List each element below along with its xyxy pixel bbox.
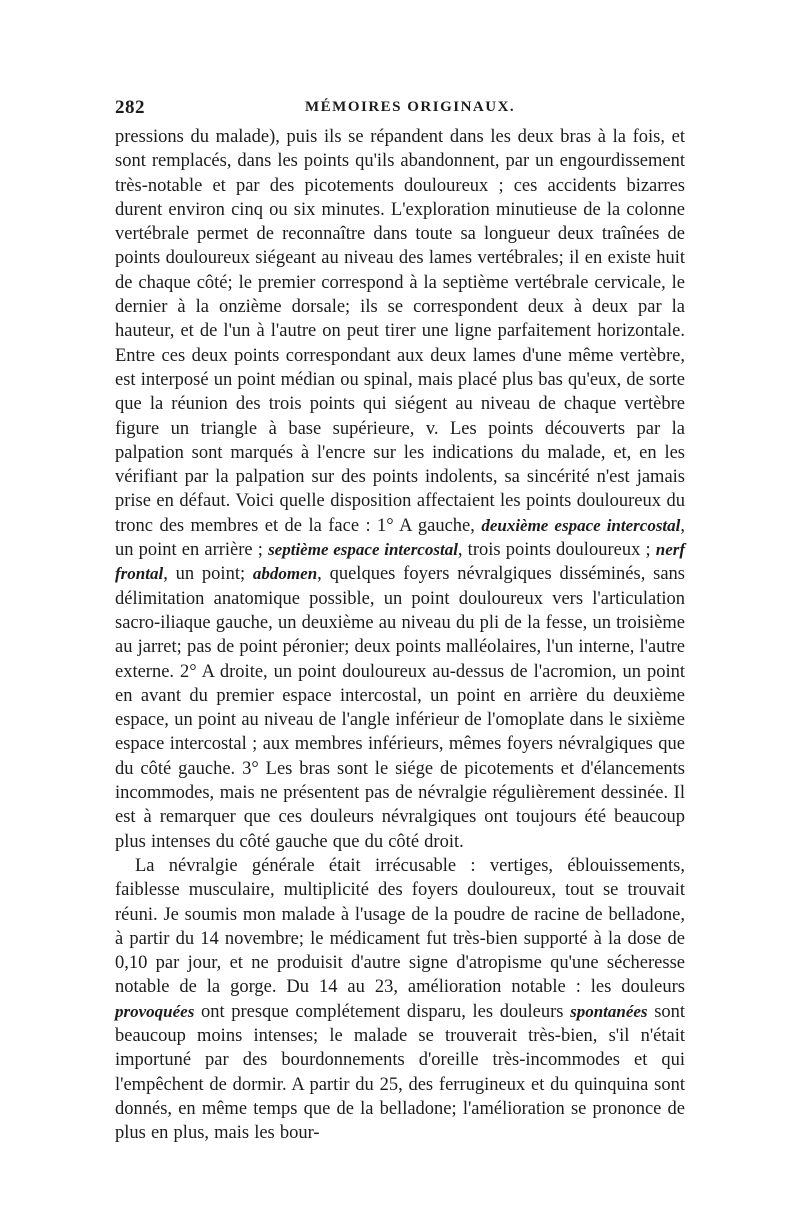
page-header [115, 97, 685, 125]
paragraph-1 [115, 125, 685, 854]
running-head: MÉMOIRES ORIGINAUX. [305, 99, 516, 115]
italic-term: abdomen [252, 564, 318, 584]
text-run: La névralgie générale était irrécusable : vertiges, éblouissements, faiblesse musculaire, multiplicité des foyers douloureux, tout se trouvait réuni. Je soumis mon malade à l'usage de la poudre de racine de belladone, à partir du 14 novembre; le médicament fut très-bien supporté à la dose de 0,10 par jour, et ne produisit d'autre signe d'atropisme qu'une sécheresse notable de la gorge. Du 14 au 23, amélioration notable : les douleurs [115, 855, 685, 998]
italic-term: provoquées [115, 1001, 195, 1021]
italic-term: spontanées [570, 1001, 648, 1021]
text-run: , trois points douloureux ; [457, 540, 651, 561]
italic-term: septième espace intercostal [268, 540, 458, 560]
text-run: , un point; [163, 564, 246, 585]
italic-term: nerf frontal [115, 540, 686, 584]
text-run: , un point en arrière ; [115, 515, 686, 561]
paragraph-2 [115, 854, 685, 1146]
body-text [115, 125, 685, 1145]
text-run: , quelques foyers névralgiques disséminés, sans délimitation anatomique possible, un point douloureux vers l'articulation sacro-iliaque gauche, un deuxième au niveau du pli de la fesse, un troisième au jarret; pas de point péronier; deux points malléolaires, l'un interne, l'autre externe. 2° A droite, un point douloureux au-dessus de l'acromion, un point en avant du premier espace intercostal, un point en arrière du deuxième espace, un point au niveau de l'angle inférieur de l'omoplate dans le sixième espace intercostal ; aux membres inférieurs, mêmes foyers névralgiques que du côté gauche. 3° Les bras sont le siége de picotements et d'élancements incommodes, mais ne présentent pas de névralgie régulièrement dessinée. Il est à remarquer que ces douleurs névralgiques ont toujours été beaucoup plus intenses du côté gauche que du côté droit. [115, 564, 686, 852]
page-number: 282 [115, 97, 145, 118]
italic-term: deuxième espace intercostal [481, 515, 681, 535]
text-run: sont beaucoup moins intenses; le malade se trouverait très-bien, s'il n'était importuné par des bourdonnements d'oreille très-incommodes et qui l'empêchent de dormir. A partir du 25, des ferrugineux et du quinquina sont donnés, en même temps que de la belladone; l'amélioration se prononce de plus en plus, mais les bour- [115, 1001, 686, 1144]
text-run: pressions du malade), puis ils se répandent dans les deux bras à la fois, et sont remplacés, dans les points qu'ils abandonnent, par un engourdissement très-notable et par des picotements douloureux ; ces accidents bizarres durent environ cinq ou six minutes. L'exploration minutieuse de la colonne vertébrale permet de reconnaître dans toute sa longueur deux traînées de points douloureux siégeant au niveau des lames vertébrales; il en existe huit de chaque côté; le premier correspond à la septième vertébrale cervicale, le dernier à la onzième dorsale; ils se correspondent deux à deux par la hauteur, et de l'un à l'autre on peut tirer une ligne parfaitement horizontale. Entre ces deux points correspondant aux deux lames d'une même vertèbre, est interposé un point médian ou spinal, mais placé plus bas qu'eux, de sorte que la réunion des trois points qui siégent au niveau de chaque vertèbre figure un triangle à base supérieure, v. Les points découverts par la palpation sont marqués à l'encre sur les indications du malade, et, en les vérifiant par la palpation sur des points indolents, sa sincérité n'est jamais prise en défaut. Voici quelle disposition affectaient les points douloureux du tronc des membres et de la face : 1° A gauche, [115, 127, 685, 536]
text-run: ont presque complétement disparu, les douleurs [200, 1001, 564, 1022]
